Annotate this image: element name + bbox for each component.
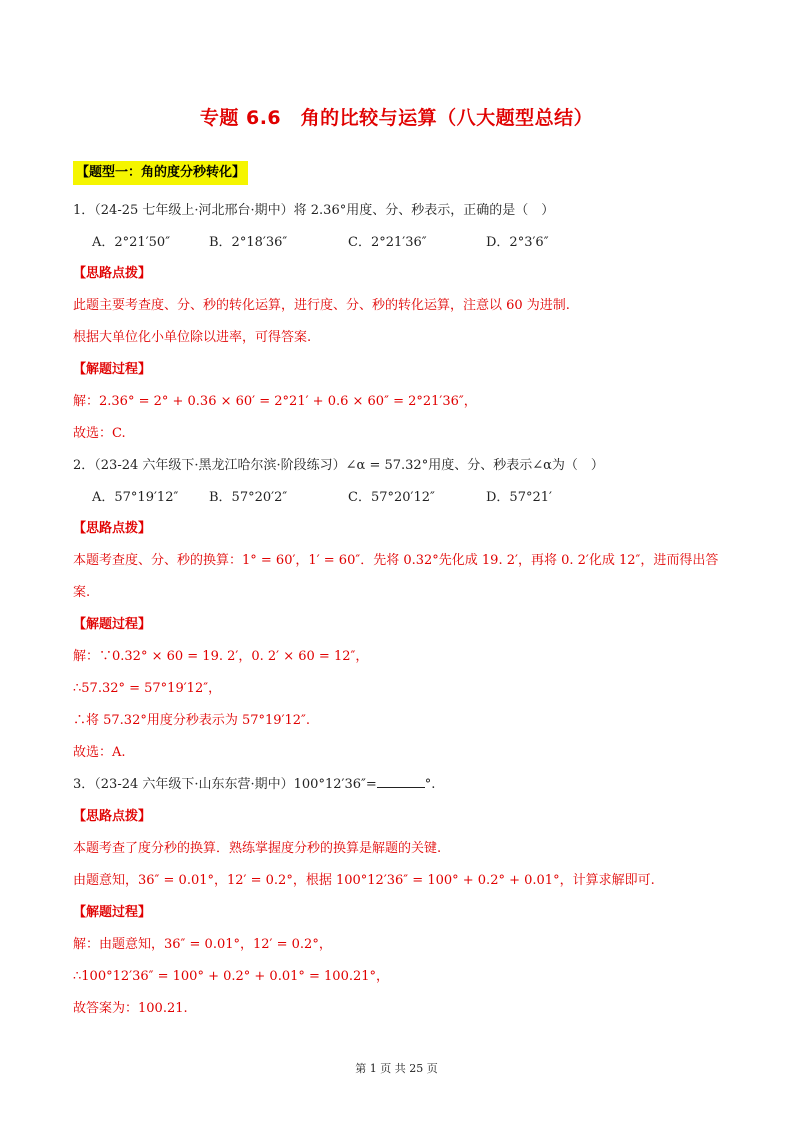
q2-solution-line: ∴将 57.32°用度分秒表示为 57°19′12″. bbox=[73, 713, 311, 728]
q2-option-c: C．57°20′12″ bbox=[348, 490, 435, 505]
q3-solution-line: 解：由题意知，36″ = 0.01°，12′ = 0.2°， bbox=[73, 937, 332, 952]
q3-answer-blank bbox=[377, 775, 425, 788]
page-title: 专题 6.6 角的比较与运算（八大题型总结） bbox=[199, 107, 594, 129]
q3-solution-line: ∴100°12′36″ = 100° + 0.2° + 0.01° = 100.21°， bbox=[73, 969, 390, 984]
q3-stem-text: 3．（23-24 六年级下·山东东营·期中）100°12′36″= bbox=[73, 777, 377, 792]
q2-stem: 2．（23-24 六年级下·黑龙江哈尔滨·阶段练习）∠α = 57.32°用度、分、秒表示∠α为（ ） bbox=[73, 458, 604, 473]
q2-solution-line: 故选：A. bbox=[73, 745, 126, 760]
q3-stem bbox=[73, 773, 435, 792]
q1-hint-heading: 【思路点拨】 bbox=[73, 266, 152, 281]
q2-hint-line: 案. bbox=[73, 585, 91, 600]
q1-solution-heading: 【解题过程】 bbox=[73, 362, 152, 377]
q1-solution-line: 故选：C. bbox=[73, 426, 126, 441]
q1-hint-line: 根据大单位化小单位除以进率，可得答案. bbox=[73, 330, 312, 345]
q1-option-c: C．2°21′36″ bbox=[348, 235, 427, 250]
q1-option-d: D．2°3′6″ bbox=[486, 235, 549, 250]
q3-solution-line: 故答案为：100.21. bbox=[73, 1001, 188, 1016]
q2-hint-heading: 【思路点拨】 bbox=[73, 521, 152, 536]
q2-option-b: B．57°20′2″ bbox=[209, 490, 288, 505]
q1-option-b: B．2°18′36″ bbox=[209, 235, 288, 250]
q2-option-a: A．57°19′12″ bbox=[92, 490, 179, 505]
q1-solution-line: 解：2.36° = 2° + 0.36 × 60′ = 2°21′ + 0.6 × 60″ = 2°21′36″， bbox=[73, 394, 477, 409]
q2-solution-line: ∴57.32° = 57°19′12″， bbox=[73, 681, 222, 696]
q1-hint-line: 此题主要考查度、分、秒的转化运算，进行度、分、秒的转化运算，注意以 60 为进制. bbox=[73, 298, 570, 313]
q3-hint-heading: 【思路点拨】 bbox=[73, 809, 152, 824]
q1-stem: 1．（24-25 七年级上·河北邢台·期中）将 2.36°用度、分、秒表示，正确的是（ ） bbox=[73, 203, 555, 218]
q3-hint-line: 由题意知，36″ = 0.01°，12′ = 0.2°，根据 100°12′36″ = 100° + 0.2° + 0.01°，计算求解即可. bbox=[73, 873, 655, 888]
q2-hint-line: 本题考查度、分、秒的换算：1° = 60′，1′ = 60″．先将 0.32°先化成 19. 2′，再将 0. 2′化成 12″，进而得出答 bbox=[73, 553, 719, 568]
q2-solution-heading: 【解题过程】 bbox=[73, 617, 152, 632]
q3-solution-heading: 【解题过程】 bbox=[73, 905, 152, 920]
section-tag: 【题型一：角的度分秒转化】 bbox=[73, 161, 248, 185]
page-footer: 第 1 页 共 25 页 bbox=[355, 1062, 438, 1075]
q1-option-a: A．2°21′50″ bbox=[92, 235, 171, 250]
q2-solution-line: 解：∵0.32° × 60 = 19. 2′，0. 2′ × 60 = 12″， bbox=[73, 649, 369, 664]
q3-hint-line: 本题考查了度分秒的换算．熟练掌握度分秒的换算是解题的关键. bbox=[73, 841, 442, 856]
q2-option-d: D．57°21′ bbox=[486, 490, 552, 505]
q3-stem-unit: °. bbox=[424, 777, 436, 792]
